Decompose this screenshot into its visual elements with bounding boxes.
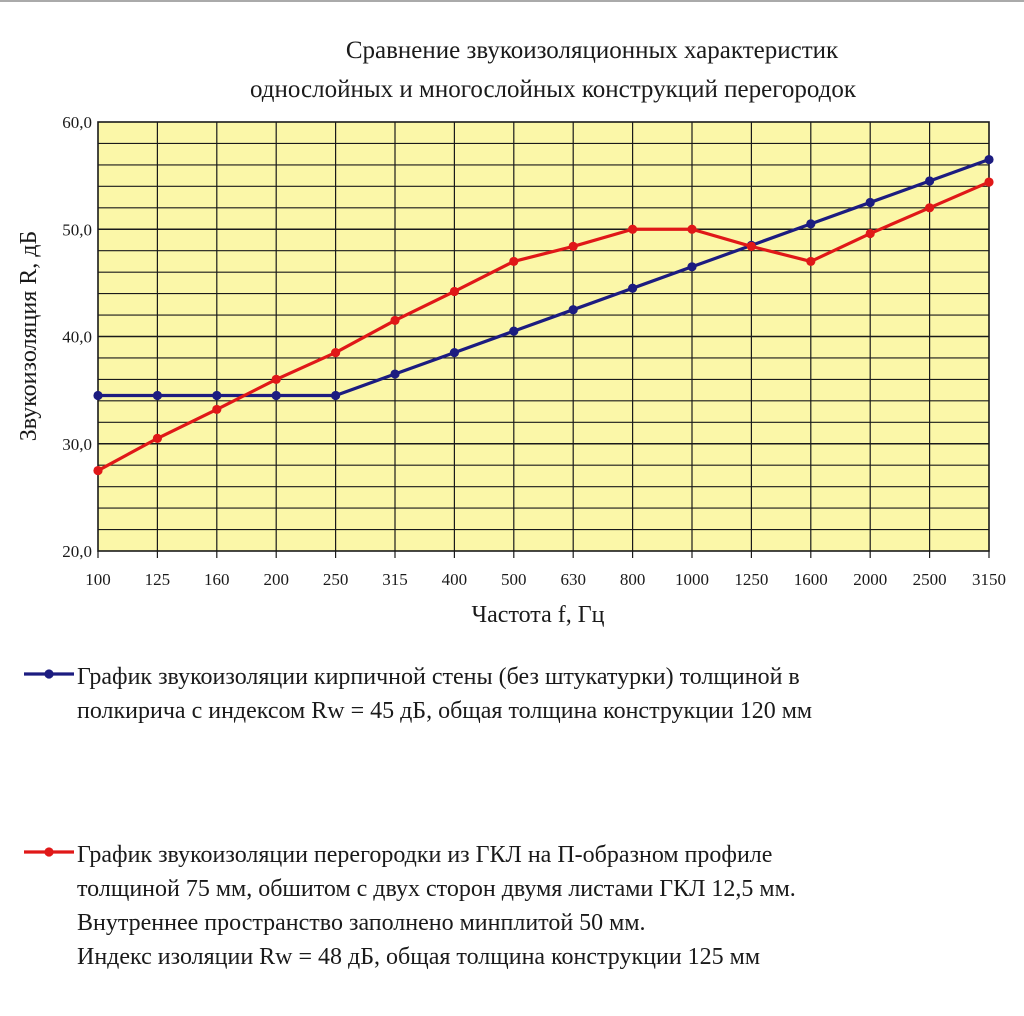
data-point xyxy=(628,225,637,234)
legend-entry-2 xyxy=(24,842,796,970)
chart-title xyxy=(250,37,857,103)
x-tick-label: 2500 xyxy=(912,570,947,589)
data-point xyxy=(390,369,399,378)
legend-text-line: График звукоизоляции перегородки из ГКЛ на П-образном профиле xyxy=(77,842,773,868)
data-point xyxy=(806,219,815,228)
data-point xyxy=(866,229,875,238)
x-tick-label: 630 xyxy=(560,570,586,589)
x-tick-label: 1600 xyxy=(793,570,828,589)
data-point xyxy=(212,391,221,400)
y-tick-label: 30,0 xyxy=(62,434,92,454)
x-tick-label: 3150 xyxy=(972,570,1006,589)
data-point xyxy=(390,316,399,325)
data-point xyxy=(984,177,993,186)
data-point xyxy=(272,391,281,400)
x-tick-label: 250 xyxy=(322,570,349,589)
data-point xyxy=(509,257,518,266)
data-point xyxy=(866,198,875,207)
chart-title-line-2: однослойных и многослойных конструкций перегородок xyxy=(250,76,856,103)
legend-text-line: толщиной 75 мм, обшитом с двух сторон двумя листами ГКЛ 12,5 мм. xyxy=(77,876,796,902)
x-tick-label: 400 xyxy=(441,570,468,589)
x-tick-label: 200 xyxy=(263,570,289,589)
data-point xyxy=(984,155,993,164)
data-point xyxy=(272,375,281,384)
data-point xyxy=(212,405,221,414)
x-tick-label: 160 xyxy=(204,570,230,589)
y-tick-label: 20,0 xyxy=(62,542,92,561)
y-tick-label: 60,0 xyxy=(62,113,92,132)
x-tick-label: 315 xyxy=(382,570,408,589)
data-point xyxy=(331,391,340,400)
data-point xyxy=(509,327,518,336)
data-point xyxy=(628,284,637,293)
data-point xyxy=(450,348,459,357)
x-tick-label: 100 xyxy=(85,570,111,589)
data-point xyxy=(747,242,756,251)
legend-entry-1 xyxy=(24,664,812,724)
x-tick-label: 800 xyxy=(619,570,646,589)
data-point xyxy=(450,287,459,296)
chart-title-line-1: Сравнение звукоизоляционных характеристик xyxy=(345,37,839,64)
data-point xyxy=(93,391,102,400)
data-point xyxy=(687,225,696,234)
legend-text-line: Индекс изоляции Rw = 48 дБ, общая толщина конструкции 125 мм xyxy=(77,944,761,970)
legend-swatch-marker xyxy=(44,669,53,678)
legend-text-line: График звукоизоляции кирпичной стены (без штукатурки) толщиной в xyxy=(77,664,800,690)
y-axis-ticks xyxy=(62,113,92,561)
data-point xyxy=(569,242,578,251)
data-point xyxy=(153,434,162,443)
data-point xyxy=(331,348,340,357)
x-tick-label: 1250 xyxy=(734,570,769,589)
data-point xyxy=(153,391,162,400)
data-point xyxy=(806,257,815,266)
legend-text-line: полкирича с индексом Rw = 45 дБ, общая толщина конструкции 120 мм xyxy=(77,698,813,724)
legend xyxy=(24,664,812,970)
y-tick-label: 40,0 xyxy=(62,327,92,347)
legend-swatch-marker xyxy=(44,847,53,856)
data-point xyxy=(569,305,578,314)
x-tick-label: 1000 xyxy=(675,570,709,589)
data-point xyxy=(93,466,102,475)
y-axis-label: Звукоизоляция R, дБ xyxy=(16,230,42,442)
x-tick-label: 500 xyxy=(501,570,527,589)
x-axis-label: Частота f, Гц xyxy=(471,602,605,628)
legend-text-line: Внутреннее пространство заполнено минплитой 50 мм. xyxy=(77,910,646,936)
data-point xyxy=(925,203,934,212)
x-tick-label: 125 xyxy=(144,570,171,589)
data-point xyxy=(925,176,934,185)
y-tick-label: 50,0 xyxy=(62,220,92,240)
x-tick-label: 2000 xyxy=(853,570,888,589)
x-axis-ticks xyxy=(85,570,1006,589)
data-point xyxy=(687,262,696,271)
